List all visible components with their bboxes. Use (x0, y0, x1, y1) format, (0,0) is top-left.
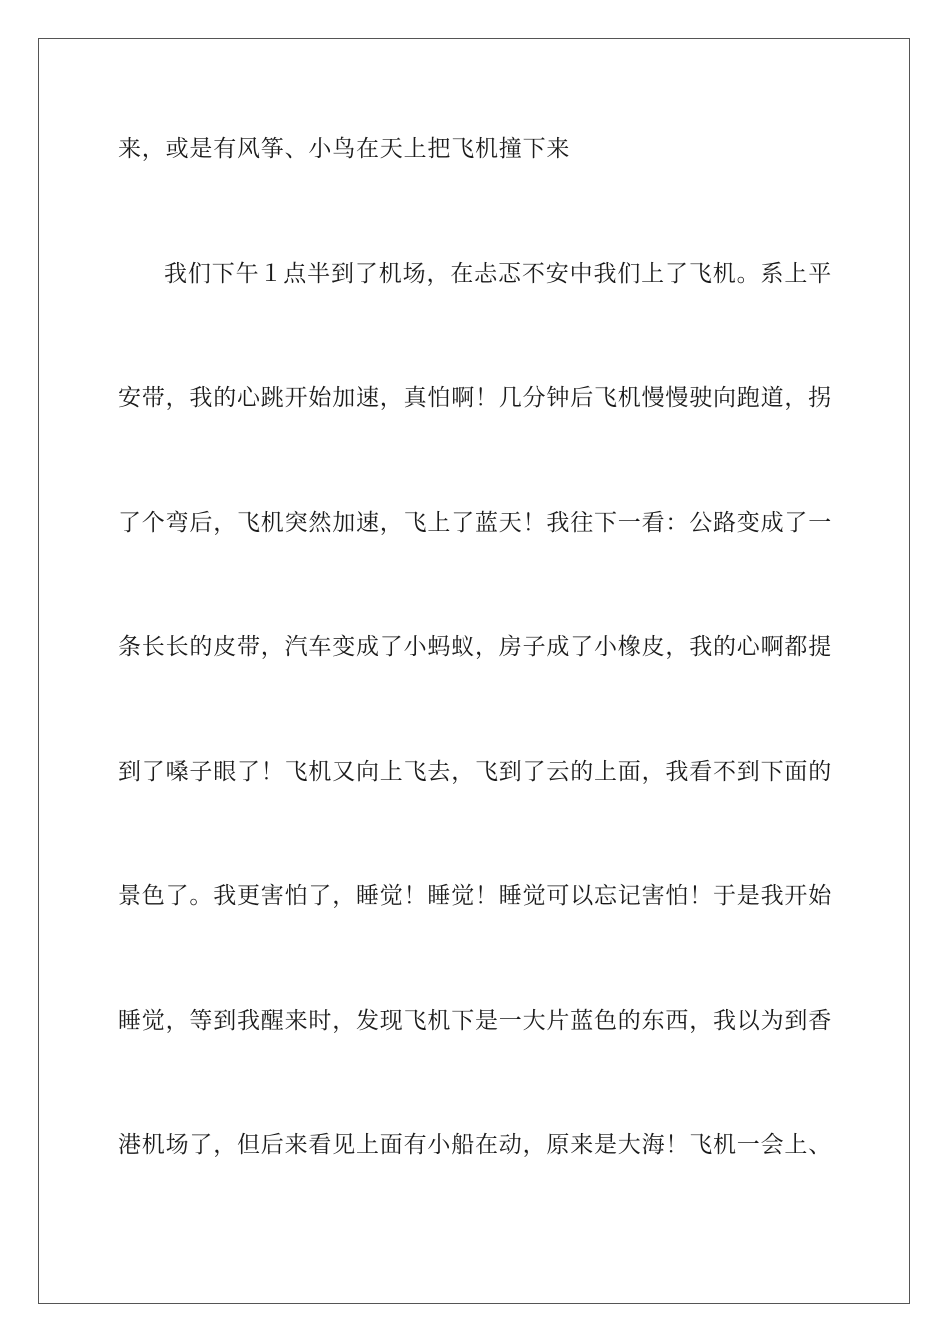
text-line-7: 景色了。我更害怕了，睡觉！睡觉！睡觉可以忘记害怕！于是我开始 (118, 883, 832, 909)
text-line-1: 来，或是有风筝、小鸟在天上把飞机撞下来 (118, 136, 571, 162)
paragraph-start-line: 我们下午１点半到了机场，在忐忑不安中我们上了飞机。系上平 (164, 261, 832, 287)
text-line-3: 安带，我的心跳开始加速，真怕啊！几分钟后飞机慢慢驶向跑道，拐 (118, 385, 832, 411)
text-line-6: 到了嗓子眼了！飞机又向上飞去，飞到了云的上面，我看不到下面的 (118, 759, 832, 785)
text-line-5: 条长长的皮带，汽车变成了小蚂蚁，房子成了小橡皮，我的心啊都提 (118, 634, 832, 660)
text-line-9: 港机场了，但后来看见上面有小船在动，原来是大海！飞机一会上、 (118, 1132, 832, 1158)
page-border (38, 38, 910, 1304)
text-line-8: 睡觉，等到我醒来时，发现飞机下是一大片蓝色的东西，我以为到香 (118, 1008, 832, 1034)
text-line-4: 了个弯后，飞机突然加速，飞上了蓝天！我往下一看：公路变成了一 (118, 510, 832, 536)
